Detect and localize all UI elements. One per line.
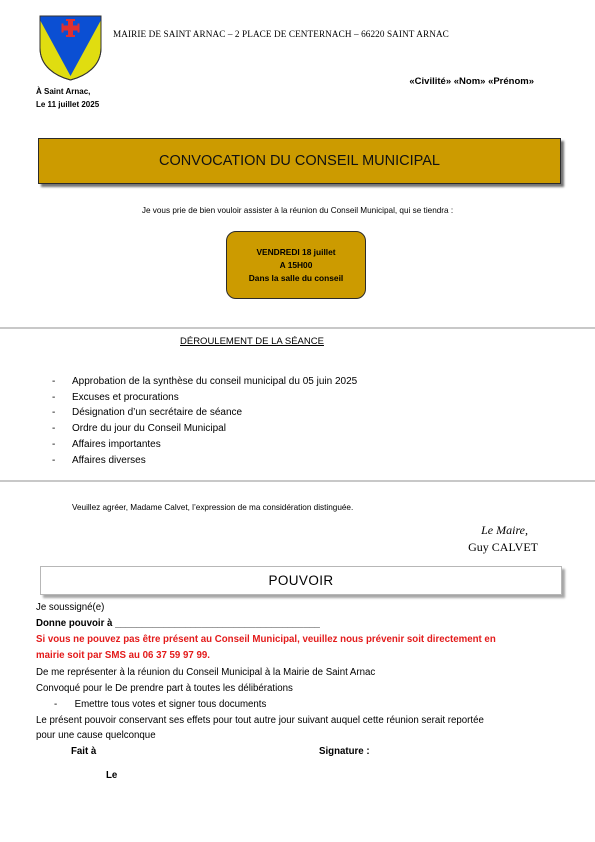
date-label: Le bbox=[106, 770, 118, 781]
agenda-title: DÉROULEMENT DE LA SÉANCE bbox=[180, 336, 324, 347]
agenda-item: - Affaires importantes bbox=[52, 437, 357, 453]
validity-line-end: pour une cause quelconque bbox=[36, 730, 156, 741]
votes-text: Emettre tous votes et signer tous documents bbox=[74, 699, 267, 710]
mairie-address: MAIRIE DE SAINT ARNAC – 2 PLACE DE CENTERNACH – 66220 SAINT ARNAC bbox=[113, 29, 449, 39]
votes-line bbox=[54, 699, 266, 710]
closing-salutation: Veuillez agréer, Madame Calvet, l’expression de ma considération distinguée. bbox=[72, 503, 354, 512]
place: À Saint Arnac, bbox=[36, 87, 91, 96]
pouvoir-banner bbox=[40, 566, 562, 595]
meeting-details-box bbox=[226, 231, 366, 299]
bullet: - bbox=[54, 699, 58, 710]
intro-text: Je vous prie de bien vouloir assister à la réunion du Conseil Municipal, qui se tiendra : bbox=[141, 206, 454, 215]
signature-name: Guy CALVET bbox=[468, 540, 538, 554]
signature-role: Le Maire, bbox=[481, 523, 528, 537]
page-title: CONVOCATION DU CONSEIL MUNICIPAL bbox=[159, 153, 440, 169]
divider bbox=[0, 327, 595, 329]
divider bbox=[0, 480, 595, 482]
agenda-item: - Excuses et procurations bbox=[52, 390, 357, 406]
meeting-location: Dans la salle du conseil bbox=[248, 272, 344, 283]
meeting-day: VENDREDI 18 juillet bbox=[256, 246, 336, 257]
agenda-list bbox=[52, 374, 357, 468]
agenda-item: - Approbation de la synthèse du conseil municipal du 05 juin 2025 bbox=[52, 374, 357, 390]
soussigne-line: Je soussigné(e) bbox=[36, 602, 105, 613]
date: Le 11 juillet 2025 bbox=[36, 100, 100, 109]
recipient-placeholders: «Civilité» «Nom» «Prénom» bbox=[409, 76, 534, 87]
agenda-item: - Affaires diverses bbox=[52, 453, 357, 469]
meeting-time: A 15H00 bbox=[279, 259, 313, 270]
fait-a-label: Fait à bbox=[71, 746, 97, 757]
place-and-date bbox=[36, 85, 99, 111]
absence-warning-contact: mairie soit par SMS au 06 37 59 97 99. bbox=[36, 650, 210, 661]
coat-of-arms-icon bbox=[38, 14, 103, 82]
donne-pouvoir-line: Donne pouvoir à ______________________________________ bbox=[36, 618, 320, 629]
validity-line: Le présent pouvoir conservant ses effets pour tout autre jour suivant auquel cette réunion serait reportée bbox=[36, 715, 484, 726]
pouvoir-title: POUVOIR bbox=[268, 573, 334, 588]
absence-warning: Si vous ne pouvez pas être présent au Conseil Municipal, veuillez nous prévenir soit directement en bbox=[36, 634, 496, 645]
representation-line: De me représenter à la réunion du Conseil Municipal à la Mairie de Saint Arnac bbox=[36, 667, 376, 678]
agenda-item: - Désignation d’un secrétaire de séance bbox=[52, 405, 357, 421]
deliberations-line: Convoqué pour le De prendre part à toutes les délibérations bbox=[36, 683, 293, 694]
signature-label: Signature : bbox=[319, 746, 370, 757]
agenda-item: - Ordre du jour du Conseil Municipal bbox=[52, 421, 357, 437]
title-banner bbox=[38, 138, 561, 184]
